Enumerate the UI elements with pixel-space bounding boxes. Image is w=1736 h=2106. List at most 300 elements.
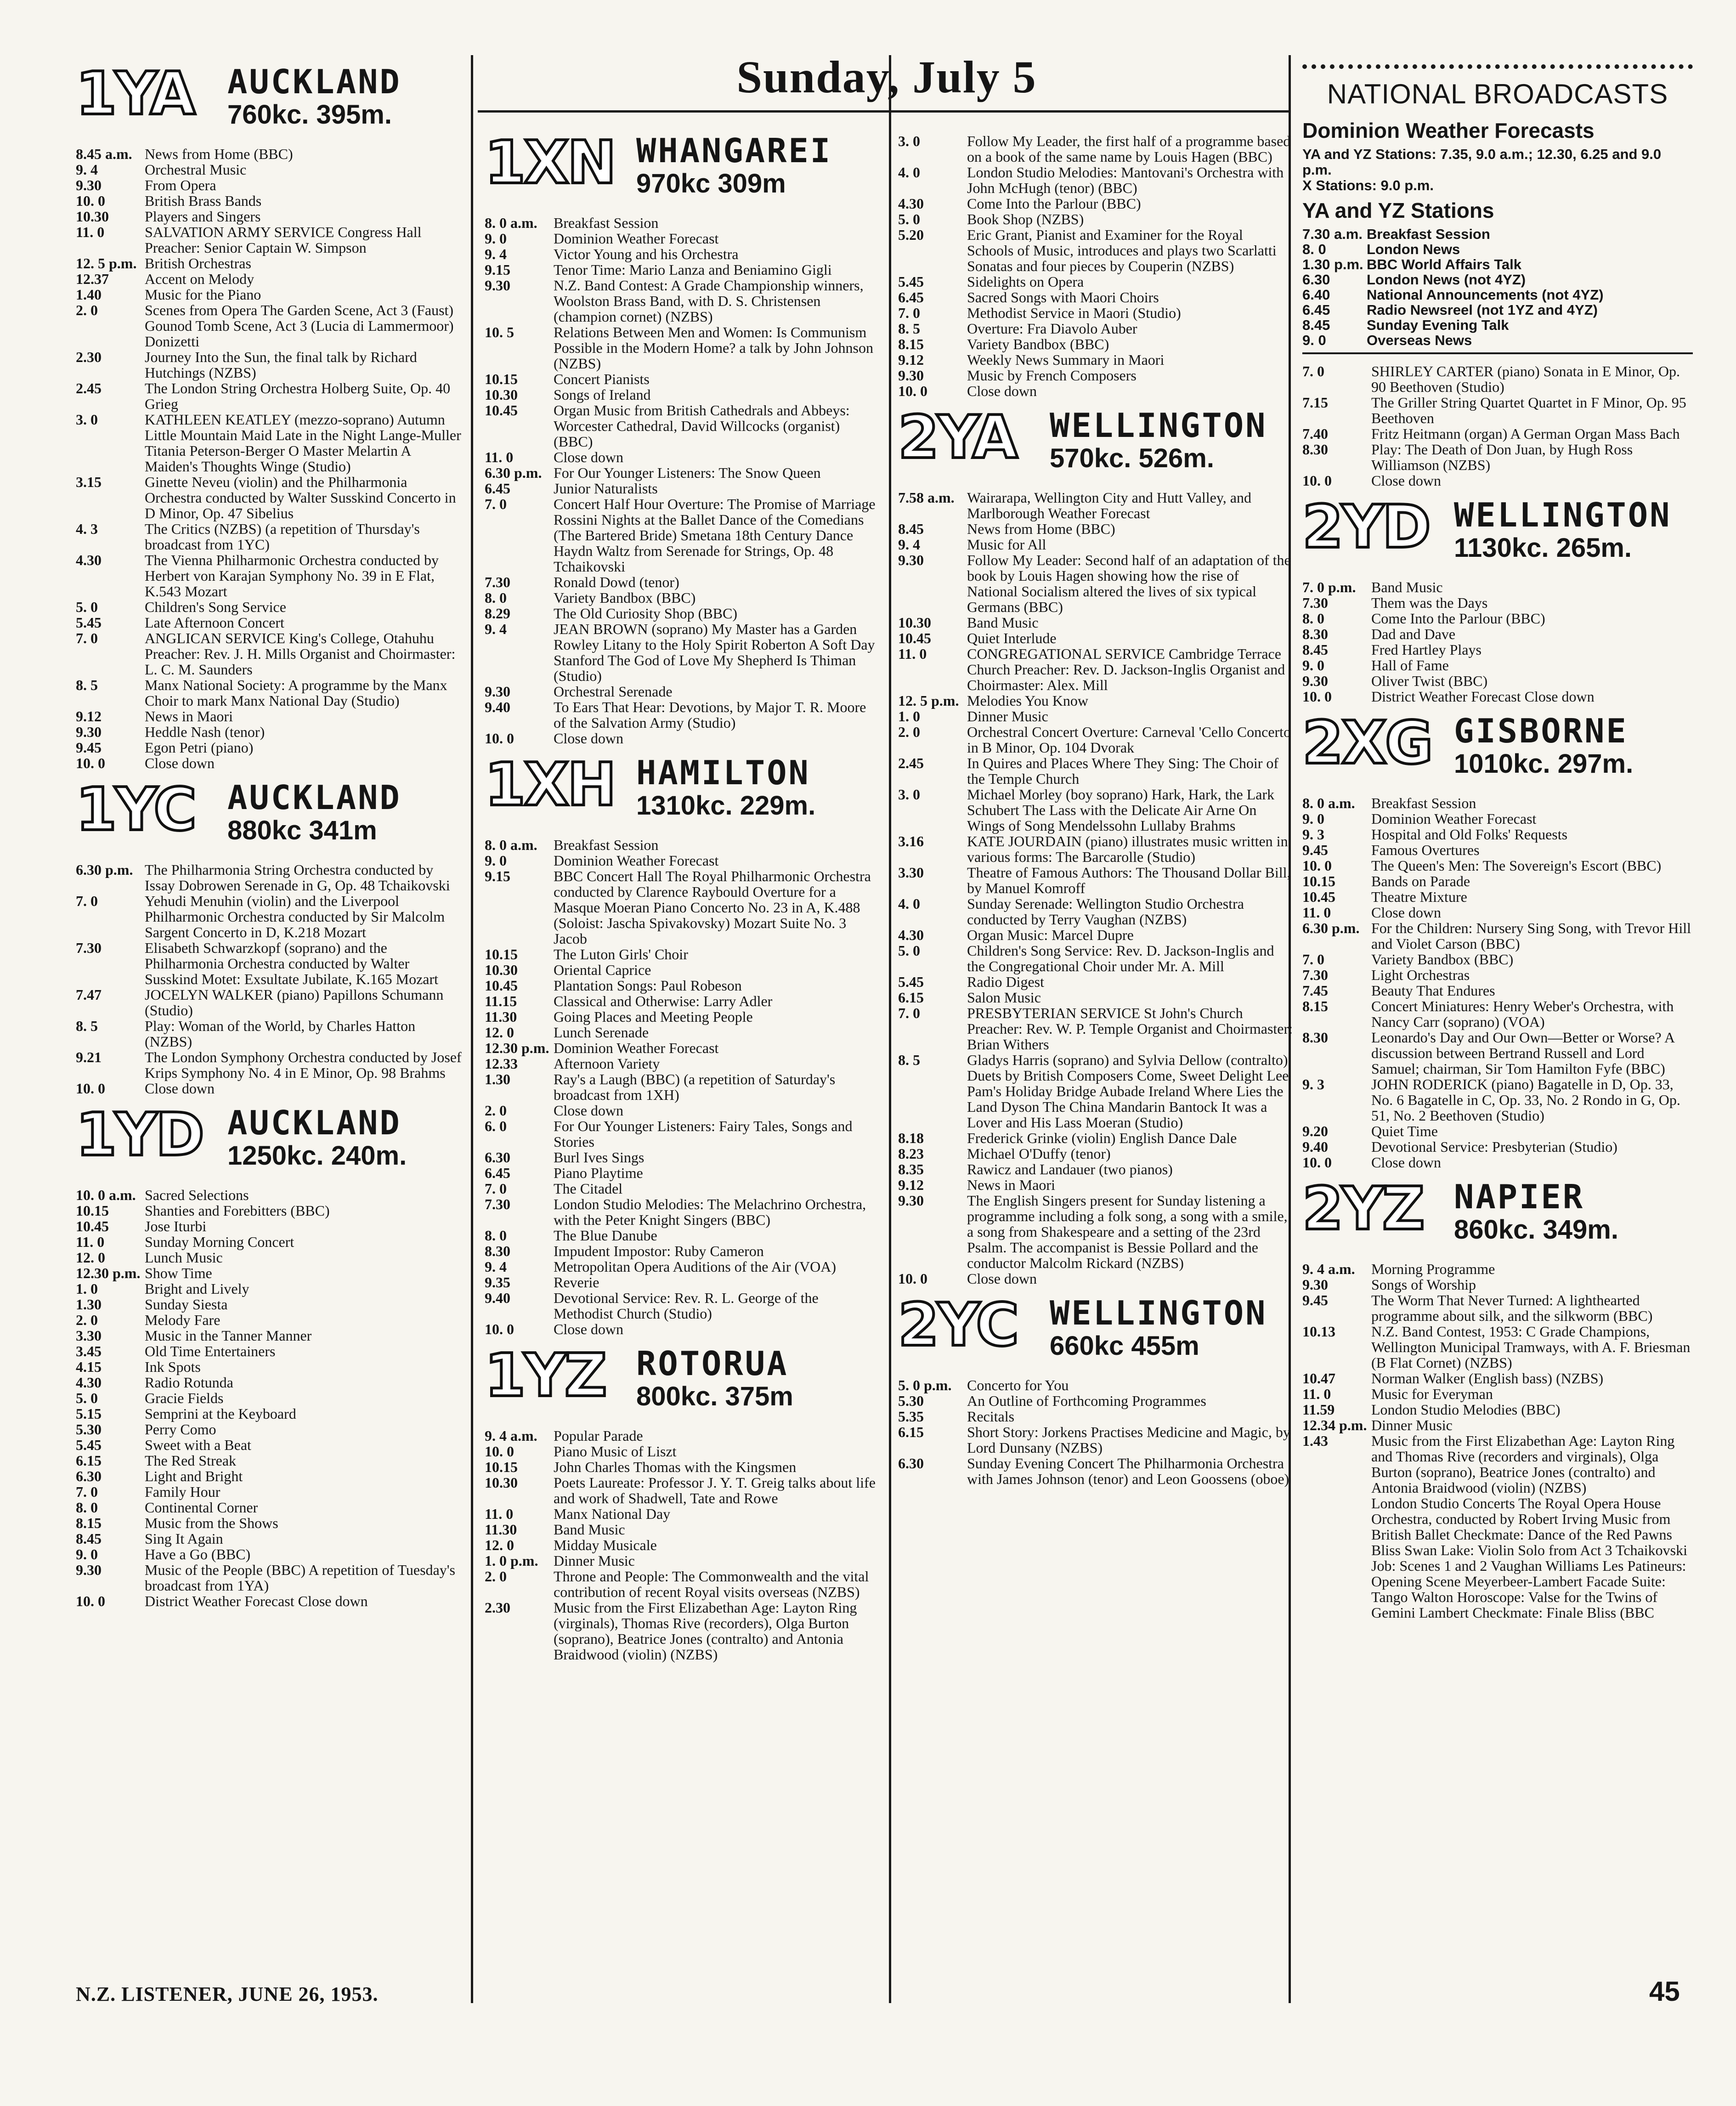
programme-time: 1.43 xyxy=(1302,1432,1328,1449)
ya-yz-list xyxy=(1302,226,1693,348)
programme-item xyxy=(485,1274,880,1290)
programme-item xyxy=(485,1181,880,1196)
programme-item xyxy=(1302,951,1693,967)
column-rule-1 xyxy=(471,55,473,2003)
column-4-stations xyxy=(1302,493,1693,1620)
programme-time: 8. 0 xyxy=(76,1499,98,1516)
programme-time: 6.15 xyxy=(76,1452,102,1469)
programme-time: 10.45 xyxy=(898,630,931,646)
programme-item xyxy=(898,305,1293,321)
programme-title: Ink Spots xyxy=(145,1359,201,1375)
programme-time: 4. 0 xyxy=(898,895,920,912)
programme-item xyxy=(485,1428,880,1444)
programme-item xyxy=(898,1146,1293,1161)
programme-time: 2. 0 xyxy=(485,1568,507,1585)
station-heading xyxy=(1302,493,1693,571)
programme-title: Dad and Dave xyxy=(1371,626,1456,642)
programme-time: 5.30 xyxy=(76,1421,102,1438)
programme-title: Devotional Service: Presbyterian (Studio) xyxy=(1371,1138,1617,1155)
programme-title: Follow My Leader: Second half of an adaptation of the book by Louis Hagen showing how the rise of National Socialism altered the lives of six typical Germans (BBC) xyxy=(967,552,1291,615)
national-broadcasts-title: NATIONAL BROADCASTS xyxy=(1327,79,1668,109)
programme-time: 6.45 xyxy=(898,289,924,306)
programme-title: Ginette Neveu (violin) and the Philharmonia Orchestra conducted by Walter Susskind Concerto in D Minor, Op. 47 Sibelius xyxy=(145,474,456,521)
programme-title: Concert Half Hour Overture: The Promise of Marriage Rossini Nights at the Ballet Dance of the Comedians (The Bartered Bride) Smetana 18th Century Dance Haydn Waltz from Serenade for Strings, Op. 48 Tchaikovski xyxy=(554,496,876,575)
programme-time: 8.45 xyxy=(76,1530,102,1547)
programme-title: Them was the Days xyxy=(1371,594,1488,611)
programme-title: Follow My Leader, the first half of a programme based on a book of the same name by Louis Hagen (BBC) xyxy=(967,133,1291,165)
programme-item xyxy=(485,402,880,449)
programme-item xyxy=(485,1459,880,1475)
programme-item xyxy=(1302,1495,1693,1620)
programme-time: 9.40 xyxy=(1302,1138,1328,1155)
programme-time: 8. 5 xyxy=(76,677,98,693)
programme-item xyxy=(1302,657,1693,673)
programme-item xyxy=(898,1005,1293,1052)
programme-time: 11.59 xyxy=(1302,1401,1335,1418)
programme-time: 10.47 xyxy=(1302,1370,1335,1387)
programme-title: To Ears That Hear: Devotions, by Major T. R. Moore of the Salvation Army (Studio) xyxy=(554,699,866,731)
programme-title: Sunday Morning Concert xyxy=(145,1234,294,1250)
programme-time: 8.15 xyxy=(76,1515,102,1531)
station-call-sign: 1YZ xyxy=(485,1342,605,1410)
programme-time: 7. 0 xyxy=(1302,363,1324,379)
national-title: London News (not 4YZ) xyxy=(1367,272,1526,288)
programme-time: 12. 5 p.m. xyxy=(76,255,137,272)
programme-title: Ray's a Laugh (BBC) (a repetition of Saturday's broadcast from 1XH) xyxy=(554,1071,836,1103)
programme-item xyxy=(76,708,464,724)
programme-time: 11. 0 xyxy=(1302,1386,1331,1402)
programme-item xyxy=(898,990,1293,1005)
programme-time: 9.40 xyxy=(485,699,510,715)
programme-time: 8.29 xyxy=(485,605,510,622)
programme-item xyxy=(76,1562,464,1593)
page-number: 45 xyxy=(1649,1976,1680,2007)
programme-title: Orchestral Concert Overture: Carneval 'Cello Concerto in B Minor, Op. 104 Dvorak xyxy=(967,724,1291,756)
programme-time: 1. 0 xyxy=(898,708,920,725)
programme-time: 6. 0 xyxy=(485,1118,507,1134)
programme-title: Close down xyxy=(554,449,623,465)
programme-title: Music for All xyxy=(967,536,1046,553)
programme-time: 8. 0 xyxy=(485,589,507,606)
programme-item xyxy=(898,1271,1293,1286)
programme-time: 9.30 xyxy=(76,1562,102,1578)
programme-item xyxy=(1302,873,1693,889)
programme-time: 11. 0 xyxy=(898,645,927,662)
programme-time: 8. 0 a.m. xyxy=(485,215,537,231)
programme-item xyxy=(485,1475,880,1506)
programme-title: For Our Younger Listeners: Fairy Tales, Songs and Stories xyxy=(554,1118,853,1150)
wavy-rule xyxy=(1302,64,1693,69)
programme-item xyxy=(485,853,880,868)
programme-time: 8.45 a.m. xyxy=(76,146,132,162)
programme-time: 8.30 xyxy=(485,1243,510,1259)
programme-time: 8. 0 a.m. xyxy=(1302,795,1355,811)
programme-time: 1. 0 p.m. xyxy=(485,1552,538,1569)
programme-item xyxy=(485,1149,880,1165)
programme-title: Quiet Time xyxy=(1371,1123,1438,1139)
programme-title: Band Music xyxy=(1371,579,1443,595)
programme-title: JOCELYN WALKER (piano) Papillons Schumann (Studio) xyxy=(145,986,444,1019)
national-item xyxy=(1302,242,1693,257)
station-frequency: 660kc 455m xyxy=(1050,1331,1199,1361)
programme-title: Organ Music: Marcel Dupre xyxy=(967,927,1134,943)
programme-title: Eric Grant, Pianist and Examiner for the Royal Schools of Music, introduces and plays two Scarlatti Sonatas and four pieces by Couperin (NZBS) xyxy=(967,226,1277,274)
programme-time: 9.30 xyxy=(485,683,510,700)
programme-item xyxy=(76,1218,464,1234)
programme-title: Frederick Grinke (violin) English Dance Dale xyxy=(967,1130,1237,1146)
programme-title: Dinner Music xyxy=(554,1552,635,1569)
programme-time: 10. 0 a.m. xyxy=(76,1187,136,1203)
programme-title: London Studio Melodies (BBC) xyxy=(1371,1401,1561,1418)
programme-item xyxy=(485,262,880,277)
programme-title: Sunday Serenade: Wellington Studio Orchestra conducted by Terry Vaughan (NZBS) xyxy=(967,895,1244,928)
programme-title: The Citadel xyxy=(554,1180,623,1197)
programme-title: Piano Playtime xyxy=(554,1165,643,1181)
programme-item xyxy=(76,1468,464,1484)
programme-title: Close down xyxy=(967,383,1037,399)
programme-item xyxy=(76,552,464,599)
programme-title: Close down xyxy=(145,1080,215,1097)
programme-title: Sacred Selections xyxy=(145,1187,249,1203)
programme-title: Dominion Weather Forecast xyxy=(554,230,719,247)
programme-time: 8.23 xyxy=(898,1145,924,1162)
station-city: ROTORUA xyxy=(636,1344,789,1383)
programme-item xyxy=(76,1484,464,1500)
programme-time: 3.45 xyxy=(76,1343,102,1359)
programme-time: 3. 0 xyxy=(898,786,920,803)
programme-item xyxy=(76,940,464,987)
box-rule xyxy=(1302,352,1693,354)
programme-time: 11. 0 xyxy=(76,1234,105,1250)
programme-time: 7.45 xyxy=(1302,982,1328,999)
programme-item xyxy=(76,302,464,349)
programme-title: Ronald Dowd (tenor) xyxy=(554,574,679,590)
programme-title: Orchestral Serenade xyxy=(554,683,673,700)
programme-time: 9.12 xyxy=(898,1177,924,1193)
programme-time: 1.40 xyxy=(76,286,102,303)
programme-title: Orchestral Music xyxy=(145,161,247,178)
programme-title: Dominion Weather Forecast xyxy=(554,852,719,869)
programme-item xyxy=(1302,889,1693,905)
programme-time: 7.30 xyxy=(1302,594,1328,611)
station-city: AUCKLAND xyxy=(227,1104,401,1142)
programme-title: Have a Go (BBC) xyxy=(145,1546,251,1563)
programme-item xyxy=(898,196,1293,211)
programme-time: 7.30 xyxy=(1302,967,1328,983)
programme-item xyxy=(76,287,464,302)
national-time: 1.30 p.m. xyxy=(1302,256,1363,272)
programme-time: 2.30 xyxy=(485,1599,510,1616)
programme-title: London Studio Melodies: Mantovani's Orchestra with John McHugh (tenor) (BBC) xyxy=(967,164,1284,196)
programme-time: 6.30 p.m. xyxy=(1302,920,1360,936)
programme-time: 7. 0 xyxy=(898,305,920,321)
programme-time: 7.58 a.m. xyxy=(898,489,955,506)
programme-item xyxy=(76,521,464,552)
programme-title: The Queen's Men: The Sovereign's Escort (BBC) xyxy=(1371,857,1662,874)
programme-item xyxy=(1302,1292,1693,1324)
column-1 xyxy=(76,55,464,1609)
programme-item xyxy=(1302,920,1693,951)
programme-time: 9. 4 xyxy=(485,246,507,262)
programme-item xyxy=(1302,689,1693,704)
station-frequency: 860kc. 349m. xyxy=(1454,1215,1618,1245)
programme-item xyxy=(76,1203,464,1218)
programme-item xyxy=(1302,1277,1693,1292)
programme-title: Norman Walker (English bass) (NZBS) xyxy=(1371,1370,1604,1387)
programme-title: Weekly News Summary in Maori xyxy=(967,351,1165,368)
programme-item xyxy=(485,496,880,574)
programme-time: 3.30 xyxy=(76,1327,102,1344)
programme-title: Bands on Parade xyxy=(1371,873,1470,889)
programme-time: 8.15 xyxy=(1302,998,1328,1014)
programme-time: 9.12 xyxy=(898,351,924,368)
programme-time: 10.45 xyxy=(1302,889,1335,905)
programme-item xyxy=(898,724,1293,755)
programme-item xyxy=(76,1390,464,1406)
programme-item xyxy=(1302,1139,1693,1155)
programme-time: 7.15 xyxy=(1302,394,1328,411)
programme-item xyxy=(485,1568,880,1600)
programme-item xyxy=(485,246,880,262)
programme-title: Melody Fare xyxy=(145,1312,221,1328)
programme-item xyxy=(1302,998,1693,1030)
programme-time: 5. 0 xyxy=(898,211,920,227)
programme-item xyxy=(1302,1402,1693,1417)
programme-item xyxy=(1302,1076,1693,1123)
programme-time: 10.15 xyxy=(485,946,518,962)
programme-title: Show Time xyxy=(145,1265,212,1281)
programme-time: 7.30 xyxy=(76,940,102,956)
programme-title: Classical and Otherwise: Larry Adler xyxy=(554,993,773,1009)
programme-title: The Red Streak xyxy=(145,1452,237,1469)
programme-item xyxy=(898,521,1293,537)
programme-time: 5. 0 xyxy=(76,599,98,615)
national-item xyxy=(1302,272,1693,287)
programme-item xyxy=(1302,1155,1693,1170)
programme-time: 11. 0 xyxy=(1302,904,1331,921)
programme-title: Book Shop (NZBS) xyxy=(967,211,1084,227)
programme-item xyxy=(898,490,1293,521)
station-call-sign: 2YD xyxy=(1302,493,1429,561)
station-frequency: 1130kc. 265m. xyxy=(1454,533,1632,563)
programme-title: Short Story: Jorkens Practises Medicine and Magic, by Lord Dunsany (NZBS) xyxy=(967,1424,1290,1456)
station-call-sign: 1XN xyxy=(485,129,615,197)
national-title: Radio Newsreel (not 1YZ and 4YZ) xyxy=(1367,302,1598,318)
programme-time: 11. 0 xyxy=(485,449,514,465)
programme-title: From Opera xyxy=(145,177,216,193)
programme-item xyxy=(76,271,464,287)
programme-item xyxy=(1302,905,1693,920)
programme-time: 5.45 xyxy=(898,974,924,990)
programme-time: 10. 0 xyxy=(898,383,927,399)
programme-time: 11.30 xyxy=(485,1008,517,1025)
station-call-sign: 1YA xyxy=(76,60,194,128)
programme-title: Close down xyxy=(554,730,623,747)
programme-title: Play: Woman of the World, by Charles Hatton (NZBS) xyxy=(145,1018,416,1050)
programme-time: 9. 4 xyxy=(485,621,507,637)
programme-title: SHIRLEY CARTER (piano) Sonata in E Minor, Op. 90 Beethoven (Studio) xyxy=(1371,363,1680,395)
programme-title: Plantation Songs: Paul Robeson xyxy=(554,977,742,994)
programme-title: Reverie xyxy=(554,1274,599,1291)
programme-item xyxy=(76,1531,464,1546)
programme-item xyxy=(898,1409,1293,1424)
programme-title: Music of the People (BBC) A repetition of Tuesday's broadcast from 1YA) xyxy=(145,1562,455,1594)
national-item xyxy=(1302,317,1693,333)
programme-time: 10. 0 xyxy=(76,192,105,209)
programme-title: N.Z. Band Contest: A Grade Championship winners, Woolston Brass Band, with D. S. Christensen (champion cornet) (NZBS) xyxy=(554,277,864,325)
programme-title: Close down xyxy=(1371,1154,1441,1171)
programme-time: 2. 0 xyxy=(76,1312,98,1328)
national-time: 7.30 a.m. xyxy=(1302,226,1363,242)
programme-item xyxy=(485,481,880,496)
programme-time: 8.30 xyxy=(1302,626,1328,642)
national-item xyxy=(1302,333,1693,348)
programme-time: 10. 0 xyxy=(485,730,514,747)
programme-item xyxy=(76,1018,464,1049)
programme-title: Breakfast Session xyxy=(554,215,659,231)
programme-time: 6.30 p.m. xyxy=(76,861,133,878)
programme-title: Manx National Society: A programme by the Manx Choir to mark Manx National Day (Studio) xyxy=(145,677,447,709)
programme-item xyxy=(76,1359,464,1375)
national-item xyxy=(1302,302,1693,317)
programme-item xyxy=(76,380,464,412)
programme-time: 5.45 xyxy=(898,273,924,290)
programme-item xyxy=(1302,1370,1693,1386)
programme-title: Dominion Weather Forecast xyxy=(1371,810,1537,827)
programme-time: 12.33 xyxy=(485,1055,518,1072)
programme-time: 10.45 xyxy=(485,402,518,419)
programme-title: Old Time Entertainers xyxy=(145,1343,276,1359)
programme-title: Late Afternoon Concert xyxy=(145,614,284,631)
programme-time: 9.15 xyxy=(485,261,510,278)
programme-title: Sweet with a Beat xyxy=(145,1437,251,1453)
programme-item xyxy=(1302,983,1693,998)
programme-time: 9.35 xyxy=(485,1274,510,1291)
programme-title: Semprini at the Keyboard xyxy=(145,1405,296,1422)
programme-time: 9.30 xyxy=(76,177,102,193)
programme-time: 5. 0 xyxy=(898,942,920,959)
programme-title: Sacred Songs with Maori Choirs xyxy=(967,289,1159,306)
programme-item xyxy=(485,684,880,699)
programme-title: Sing It Again xyxy=(145,1530,223,1547)
programme-title: JOHN RODERICK (piano) Bagatelle in D, Op. 33, No. 6 Bagatelle in C, Op. 33, No. 2 Rondo in G, Op. 51, No. 2 Beethoven (Studio) xyxy=(1371,1076,1680,1124)
programme-title: Elisabeth Schwarzkopf (soprano) and the Philharmonia Orchestra conducted by Walter Susskind Motet: Exsultate Jubilate, K.165 Mozart xyxy=(145,940,439,987)
programme-time: 10.15 xyxy=(76,1202,109,1219)
national-title: Overseas News xyxy=(1367,332,1472,348)
programme-item xyxy=(1302,1261,1693,1277)
programme-item xyxy=(1302,795,1693,811)
programme-item xyxy=(485,1196,880,1228)
programme-title: Breakfast Session xyxy=(554,837,659,853)
programme-item xyxy=(1302,395,1693,426)
column-4 xyxy=(1302,64,1693,1620)
programme-title: Children's Song Service xyxy=(145,599,286,615)
programme-title: Heddle Nash (tenor) xyxy=(145,724,265,740)
programme-time: 11.15 xyxy=(485,993,517,1009)
programme-title: CONGREGATIONAL SERVICE Cambridge Terrace Church Preacher: Rev. D. Jackson-Inglis Organist and Choirmaster: Alex. Mill xyxy=(967,645,1285,693)
programme-title: Band Music xyxy=(554,1521,625,1538)
programme-title: District Weather Forecast Close down xyxy=(145,1593,368,1609)
station-call-sign: 1XH xyxy=(485,751,615,819)
programme-time: 8. 0 a.m. xyxy=(485,837,537,853)
programme-title: Radio Rotunda xyxy=(145,1374,233,1391)
programme-item xyxy=(485,465,880,481)
station-frequency: 1310kc. 229m. xyxy=(636,791,816,821)
programme-title: JEAN BROWN (soprano) My Master has a Garden Rowley Litany to the Holy Spirit Roberton A Soft Day Stanford The God of Love My Shepherd Is Thiman (Studio) xyxy=(554,621,875,684)
programme-title: The Critics (NZBS) (a repetition of Thursday's broadcast from 1YC) xyxy=(145,521,420,553)
programme-title: Oriental Caprice xyxy=(554,962,651,978)
programme-item xyxy=(485,946,880,962)
programme-title: Midday Musicale xyxy=(554,1537,657,1553)
programme-title: The Philharmonia String Orchestra conducted by Issay Dobrowen Serenade in G, Op. 48 Tchaikovski xyxy=(145,861,450,894)
programme-title: N.Z. Band Contest, 1953: C Grade Champions, Wellington Municipal Tramways, with A. F. Briesman (B Flat Cornet) (NZBS) xyxy=(1371,1323,1691,1371)
programme-time: 6.45 xyxy=(485,1165,510,1181)
programme-time: 2. 0 xyxy=(485,1102,507,1119)
weather-line-1: YA and YZ Stations: 7.35, 9.0 a.m.; 12.30, 6.25 and 9.0 p.m. xyxy=(1302,146,1662,178)
programme-item xyxy=(76,255,464,271)
programme-title: Fred Hartley Plays xyxy=(1371,641,1482,658)
programme-title: ANGLICAN SERVICE King's College, Otahuhu Preacher: Rev. J. H. Mills Organist and Choirmaster: L. C. M. Saunders xyxy=(145,630,456,678)
programme-title: The Griller String Quartet Quartet in F Minor, Op. 95 Beethoven xyxy=(1371,394,1686,426)
programme-item xyxy=(898,336,1293,352)
programme-title: Music from the Shows xyxy=(145,1515,278,1531)
national-time: 8.45 xyxy=(1302,317,1330,333)
programme-title: Music in the Tanner Manner xyxy=(145,1327,312,1344)
programme-item xyxy=(898,1052,1293,1130)
programme-title: Theatre of Famous Authors: The Thousand Dollar Bill, by Manuel Komroff xyxy=(967,864,1291,896)
programme-item xyxy=(76,1081,464,1096)
programme-time: 2. 0 xyxy=(898,724,920,740)
programme-item xyxy=(76,1546,464,1562)
programme-item xyxy=(76,1515,464,1531)
programme-item xyxy=(76,1406,464,1421)
programme-time: 6.30 p.m. xyxy=(485,464,542,481)
programme-item xyxy=(898,833,1293,865)
programme-item xyxy=(485,1040,880,1056)
programme-title: Come Into the Parlour (BBC) xyxy=(1371,610,1545,627)
programme-title: Recitals xyxy=(967,1408,1015,1425)
station-city: WELLINGTON xyxy=(1454,496,1672,534)
programme-item xyxy=(898,1455,1293,1487)
programme-item xyxy=(898,164,1293,196)
national-title: London News xyxy=(1367,241,1460,257)
programme-title: Organ Music from British Cathedrals and Abbeys: Worcester Cathedral, David Willcocks (organist) (BBC) xyxy=(554,402,850,450)
programme-title: Concert Miniatures: Henry Weber's Orchestra, with Nancy Carr (soprano) (VOA) xyxy=(1371,998,1674,1030)
programme-title: Songs of Ireland xyxy=(554,386,651,403)
programme-item xyxy=(1302,673,1693,689)
programme-item xyxy=(1302,827,1693,842)
national-time: 6.45 xyxy=(1302,302,1330,318)
programme-title: Bright and Lively xyxy=(145,1280,249,1297)
programme-time: 10. 0 xyxy=(1302,857,1332,874)
programme-item xyxy=(76,1593,464,1609)
programme-title: Michael Morley (boy soprano) Hark, Hark, the Lark Schubert The Lass with the Delicate Air Arne On Wings of Song Mendelssohn Lullaby Brahms xyxy=(967,786,1275,834)
programme-title: News in Maori xyxy=(145,708,233,725)
footer-publication: N.Z. LISTENER, JUNE 26, 1953. xyxy=(76,1983,379,2005)
programme-title: Sidelights on Opera xyxy=(967,273,1084,290)
programme-item xyxy=(898,211,1293,227)
programme-item xyxy=(1302,1386,1693,1402)
programme-title: Sunday Evening Concert The Philharmonia Orchestra with James Johnson (tenor) and Leon Goossens (oboe) xyxy=(967,1455,1289,1487)
programme-item xyxy=(898,755,1293,787)
station-heading xyxy=(485,1342,880,1420)
programme-time: 8.15 xyxy=(898,336,924,352)
programme-item xyxy=(1302,626,1693,642)
programme-title: Hospital and Old Folks' Requests xyxy=(1371,826,1568,843)
programme-title: Family Hour xyxy=(145,1483,221,1500)
programme-time: 9.30 xyxy=(485,277,510,294)
programme-title: Songs of Worship xyxy=(1371,1276,1476,1293)
